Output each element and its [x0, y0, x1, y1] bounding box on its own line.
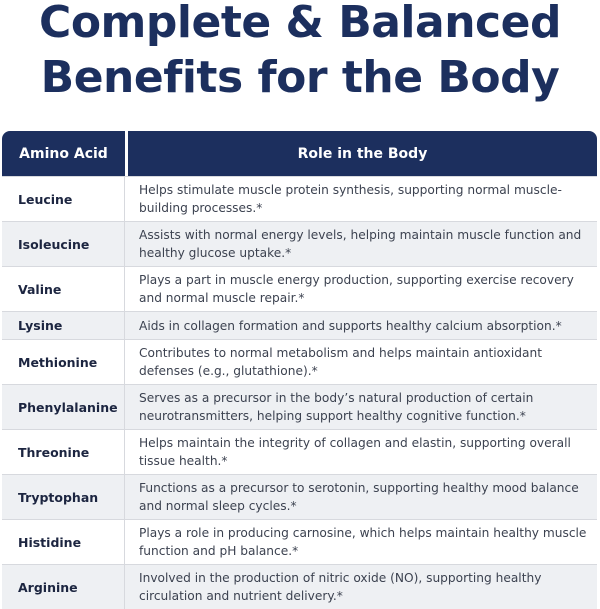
amino-acid-table [2, 131, 597, 609]
header-role: Role in the Body [128, 131, 597, 176]
table-row [2, 474, 597, 519]
table-row [2, 176, 597, 221]
amino-acid-name: Arginine [2, 565, 125, 609]
amino-acid-name: Lysine [2, 312, 125, 339]
amino-acid-name: Isoleucine [2, 222, 125, 266]
amino-acid-role: Aids in collagen formation and supports healthy calcium absorption.* [139, 318, 562, 333]
amino-acid-role: Helps maintain the integrity of collagen and elastin, supporting overall tissue health.* [139, 436, 571, 468]
table-header-row [2, 131, 597, 176]
amino-acid-name: Threonine [2, 430, 125, 474]
amino-acid-role: Plays a role in producing carnosine, which helps maintain healthy muscle function and pH balance.* [139, 526, 587, 558]
amino-acid-name: Valine [2, 267, 125, 311]
amino-acid-role: Involved in the production of nitric oxide (NO), supporting healthy circulation and nutrient delivery.* [139, 571, 542, 603]
header-amino-acid: Amino Acid [2, 131, 125, 176]
amino-acid-name: Phenylalanine [2, 385, 125, 429]
table-row [2, 266, 597, 311]
title-line-1: Complete & Balanced [39, 0, 561, 48]
page-title [0, 0, 600, 128]
table-row [2, 384, 597, 429]
amino-acid-role: Contributes to normal metabolism and helps maintain antioxidant defenses (e.g., glutathione).* [139, 346, 542, 378]
amino-acid-role: Plays a part in muscle energy production, supporting exercise recovery and normal muscle repair.* [139, 273, 574, 305]
title-line-2: Benefits for the Body [40, 52, 560, 103]
table-row [2, 519, 597, 564]
amino-acid-name: Leucine [2, 177, 125, 221]
table-row [2, 339, 597, 384]
table-row [2, 311, 597, 339]
amino-acid-role: Serves as a precursor in the body’s natural production of certain neurotransmitters, helping support healthy cognitive function.* [139, 391, 534, 423]
amino-acid-name: Tryptophan [2, 475, 125, 519]
table-row [2, 429, 597, 474]
amino-acid-name: Histidine [2, 520, 125, 564]
amino-acid-name: Methionine [2, 340, 125, 384]
amino-acid-role: Helps stimulate muscle protein synthesis, supporting normal muscle-building processes.* [139, 183, 562, 215]
table-row [2, 221, 597, 266]
amino-acid-role: Assists with normal energy levels, helping maintain muscle function and healthy glucose uptake.* [139, 228, 582, 260]
table-row [2, 564, 597, 609]
amino-acid-role: Functions as a precursor to serotonin, supporting healthy mood balance and normal sleep cycles.* [139, 481, 579, 513]
